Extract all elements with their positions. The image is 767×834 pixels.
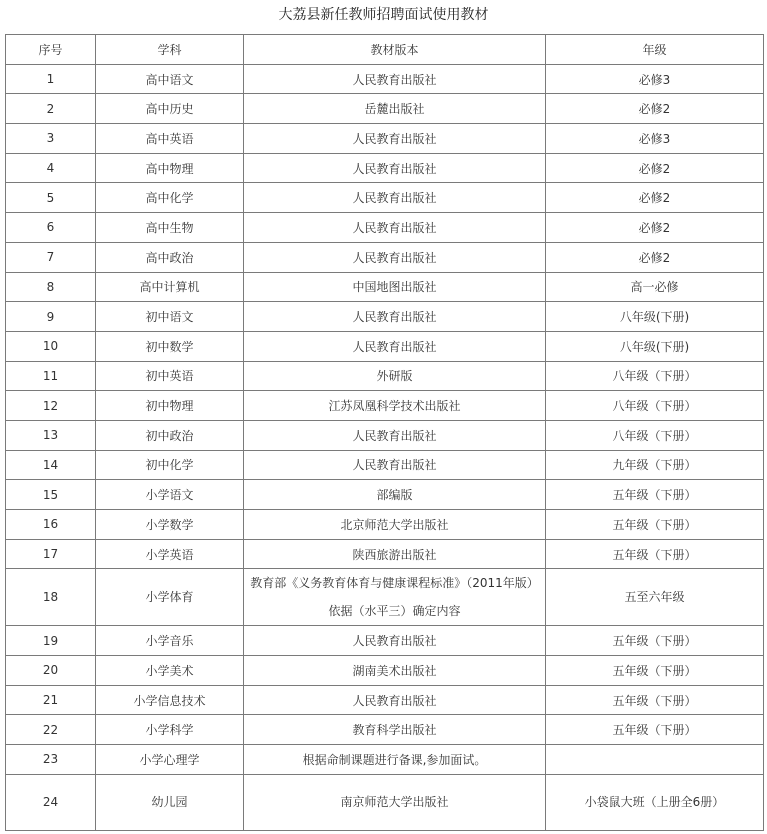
cell-subject: 小学心理学 [96, 745, 244, 775]
table-row [6, 361, 764, 391]
table-header-row [6, 35, 764, 65]
cell-index: 23 [6, 745, 96, 775]
cell-subject: 小学科学 [96, 715, 244, 745]
textbook-table [5, 34, 764, 831]
cell-subject: 小学英语 [96, 539, 244, 569]
cell-subject: 小学美术 [96, 656, 244, 686]
cell-textbook: 人民教育出版社 [244, 331, 546, 361]
cell-subject: 高中生物 [96, 213, 244, 243]
table-row [6, 539, 764, 569]
cell-index: 24 [6, 774, 96, 830]
cell-textbook: 教育科学出版社 [244, 715, 546, 745]
cell-textbook: 人民教育出版社 [244, 124, 546, 154]
cell-grade [546, 745, 764, 775]
cell-subject: 小学音乐 [96, 626, 244, 656]
header-index: 序号 [6, 35, 96, 65]
cell-textbook: 北京师范大学出版社 [244, 510, 546, 540]
cell-textbook: 人民教育出版社 [244, 626, 546, 656]
cell-textbook: 人民教育出版社 [244, 242, 546, 272]
cell-index: 14 [6, 450, 96, 480]
cell-index: 15 [6, 480, 96, 510]
table-row [6, 420, 764, 450]
cell-subject: 高中化学 [96, 183, 244, 213]
cell-textbook: 岳麓出版社 [244, 94, 546, 124]
cell-subject: 高中政治 [96, 242, 244, 272]
cell-grade: 小袋鼠大班（上册全6册） [546, 774, 764, 830]
cell-grade: 必修2 [546, 213, 764, 243]
table-row [6, 391, 764, 421]
cell-subject: 初中数学 [96, 331, 244, 361]
cell-subject: 初中物理 [96, 391, 244, 421]
cell-subject: 初中化学 [96, 450, 244, 480]
table-row [6, 272, 764, 302]
cell-subject: 高中物理 [96, 153, 244, 183]
cell-index: 7 [6, 242, 96, 272]
table-row [6, 685, 764, 715]
cell-index: 4 [6, 153, 96, 183]
cell-grade: 八年级（下册） [546, 420, 764, 450]
cell-subject: 高中历史 [96, 94, 244, 124]
cell-subject: 小学信息技术 [96, 685, 244, 715]
cell-index: 6 [6, 213, 96, 243]
cell-subject: 高中语文 [96, 64, 244, 94]
cell-index: 20 [6, 656, 96, 686]
table-row [6, 569, 764, 626]
table-row [6, 745, 764, 775]
cell-textbook: 人民教育出版社 [244, 64, 546, 94]
cell-grade: 必修3 [546, 64, 764, 94]
cell-index: 11 [6, 361, 96, 391]
cell-grade: 八年级（下册） [546, 391, 764, 421]
cell-textbook: 部编版 [244, 480, 546, 510]
table-row [6, 213, 764, 243]
cell-grade: 五年级（下册） [546, 685, 764, 715]
cell-index: 18 [6, 569, 96, 626]
cell-grade: 五年级（下册） [546, 539, 764, 569]
table-row [6, 183, 764, 213]
cell-textbook: 根据命制课题进行备课,参加面试。 [244, 745, 546, 775]
table-row [6, 774, 764, 830]
table-row [6, 715, 764, 745]
cell-textbook: 人民教育出版社 [244, 450, 546, 480]
cell-grade: 八年级(下册) [546, 302, 764, 332]
table-row [6, 64, 764, 94]
cell-textbook: 中国地图出版社 [244, 272, 546, 302]
cell-grade: 五年级（下册） [546, 510, 764, 540]
cell-index: 3 [6, 124, 96, 154]
cell-subject: 初中语文 [96, 302, 244, 332]
cell-index: 9 [6, 302, 96, 332]
cell-index: 12 [6, 391, 96, 421]
page-title: 大荔县新任教师招聘面试使用教材 [278, 7, 489, 23]
cell-grade: 必修2 [546, 183, 764, 213]
cell-textbook: 人民教育出版社 [244, 213, 546, 243]
cell-index: 22 [6, 715, 96, 745]
cell-subject: 幼儿园 [96, 774, 244, 830]
cell-textbook: 外研版 [244, 361, 546, 391]
cell-subject: 小学语文 [96, 480, 244, 510]
cell-grade: 必修2 [546, 94, 764, 124]
cell-grade: 高一必修 [546, 272, 764, 302]
cell-subject: 小学数学 [96, 510, 244, 540]
cell-subject: 小学体育 [96, 569, 244, 626]
table-row [6, 242, 764, 272]
cell-subject: 高中计算机 [96, 272, 244, 302]
cell-textbook: 湖南美术出版社 [244, 656, 546, 686]
table-row [6, 510, 764, 540]
header-subject: 学科 [96, 35, 244, 65]
cell-grade: 五至六年级 [546, 569, 764, 626]
cell-index: 2 [6, 94, 96, 124]
cell-grade: 必修2 [546, 153, 764, 183]
cell-index: 10 [6, 331, 96, 361]
cell-textbook: 人民教育出版社 [244, 420, 546, 450]
cell-textbook: 人民教育出版社 [244, 685, 546, 715]
cell-subject: 初中政治 [96, 420, 244, 450]
cell-textbook: 南京师范大学出版社 [244, 774, 546, 830]
table-row [6, 626, 764, 656]
header-grade: 年级 [546, 35, 764, 65]
cell-grade: 五年级（下册） [546, 656, 764, 686]
cell-grade: 九年级（下册） [546, 450, 764, 480]
table-row [6, 124, 764, 154]
cell-index: 17 [6, 539, 96, 569]
cell-grade: 必修2 [546, 242, 764, 272]
cell-subject: 高中英语 [96, 124, 244, 154]
cell-index: 19 [6, 626, 96, 656]
cell-textbook: 人民教育出版社 [244, 153, 546, 183]
cell-index: 21 [6, 685, 96, 715]
cell-textbook: 教育部《义务教育体育与健康课程标准》（2011年版）依据（水平三）确定内容 [244, 569, 546, 626]
cell-index: 8 [6, 272, 96, 302]
cell-grade: 五年级（下册） [546, 480, 764, 510]
table-row [6, 480, 764, 510]
table-row [6, 450, 764, 480]
cell-subject: 初中英语 [96, 361, 244, 391]
table-row [6, 656, 764, 686]
cell-textbook: 人民教育出版社 [244, 183, 546, 213]
cell-textbook: 陕西旅游出版社 [244, 539, 546, 569]
cell-grade: 八年级（下册） [546, 361, 764, 391]
cell-grade: 五年级（下册） [546, 626, 764, 656]
cell-index: 13 [6, 420, 96, 450]
cell-index: 16 [6, 510, 96, 540]
cell-index: 5 [6, 183, 96, 213]
header-textbook: 教材版本 [244, 35, 546, 65]
cell-textbook: 人民教育出版社 [244, 302, 546, 332]
table-row [6, 331, 764, 361]
table-row [6, 153, 764, 183]
cell-index: 1 [6, 64, 96, 94]
cell-grade: 八年级(下册) [546, 331, 764, 361]
table-row [6, 302, 764, 332]
cell-textbook: 江苏凤凰科学技术出版社 [244, 391, 546, 421]
table-row [6, 94, 764, 124]
cell-grade: 必修3 [546, 124, 764, 154]
cell-grade: 五年级（下册） [546, 715, 764, 745]
